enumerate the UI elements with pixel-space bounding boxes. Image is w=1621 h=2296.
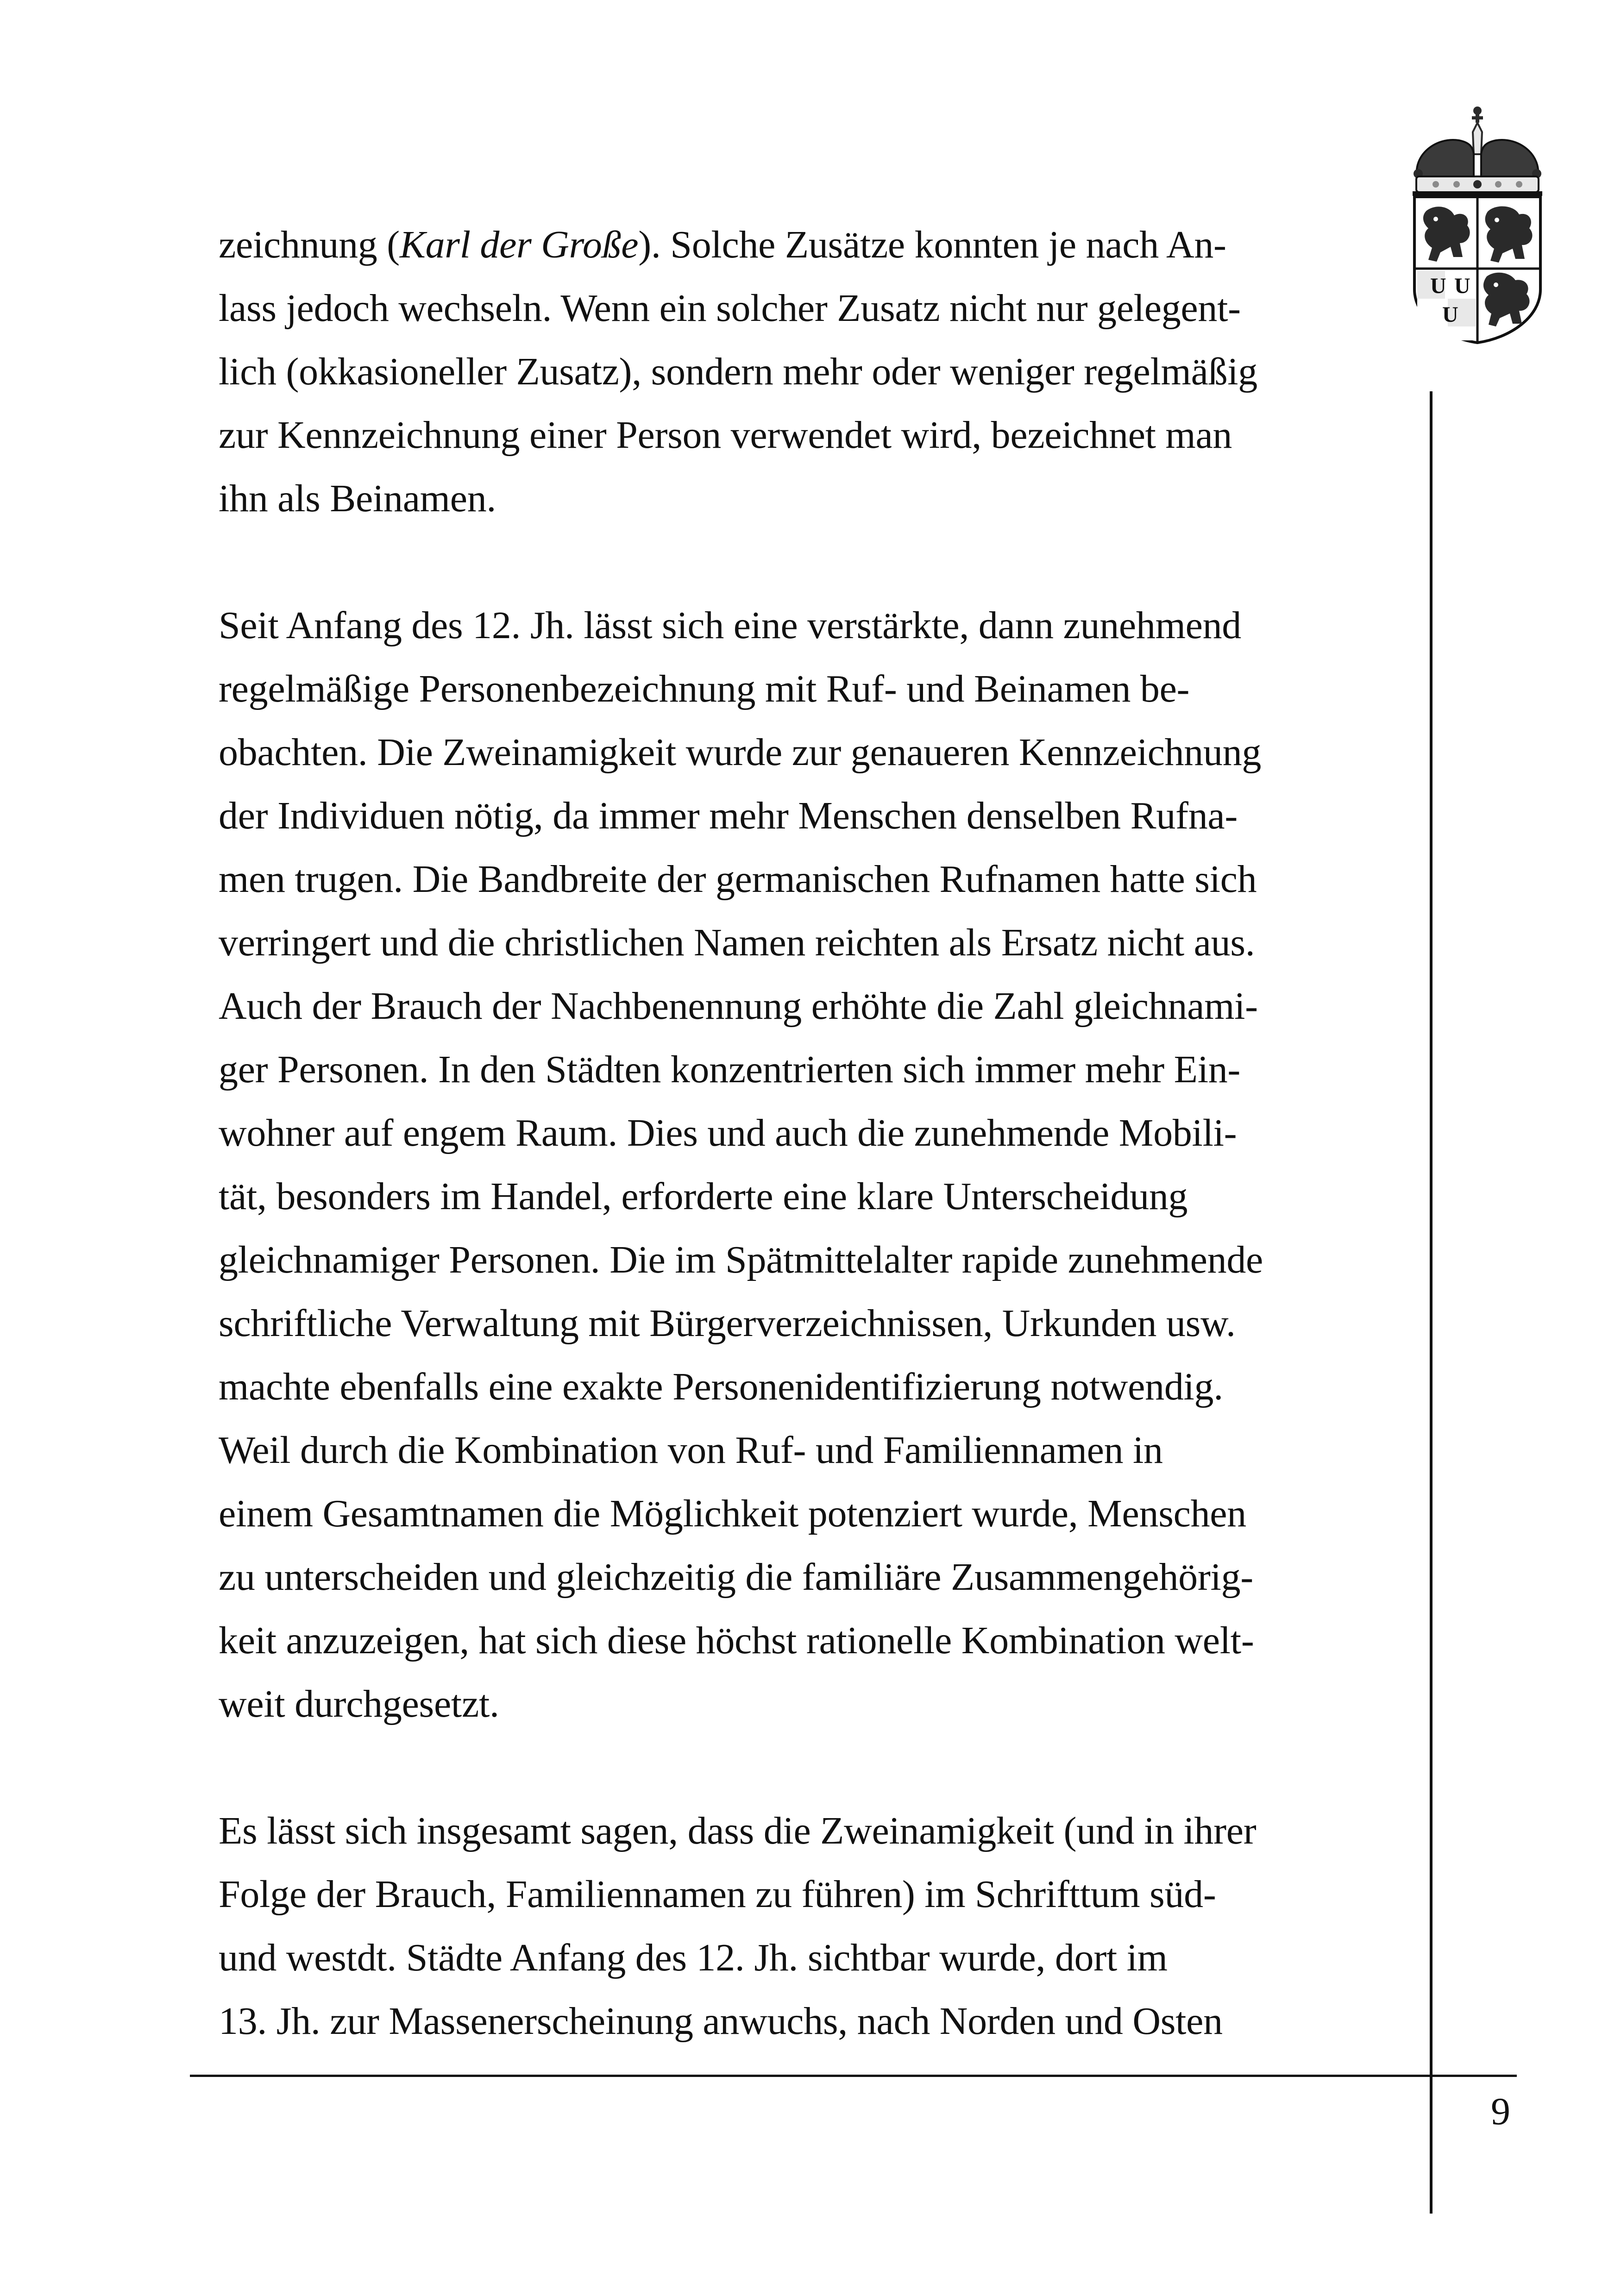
text-line: gleichnamiger Personen. Die im Spätmittelalter rapide zunehmende — [219, 1238, 1263, 1281]
italic-name: Karl der Große — [399, 223, 639, 266]
text-line: lass jedoch wechseln. Wenn ein solcher Zusatz nicht nur gelegent- — [219, 287, 1241, 330]
text-line: einem Gesamtnamen die Möglichkeit potenziert wurde, Menschen — [219, 1492, 1246, 1535]
page-number: 9 — [1491, 2090, 1510, 2133]
paragraph-gap — [219, 1736, 1404, 1799]
text-line: 13. Jh. zur Massenerscheinung anwuchs, nach Norden und Osten — [219, 2000, 1223, 2043]
text-line: der Individuen nötig, da immer mehr Menschen denselben Rufna- — [219, 794, 1238, 837]
paragraph-gap — [219, 530, 1404, 594]
text-line: tät, besonders im Handel, erforderte eine klare Unterscheidung — [219, 1175, 1188, 1218]
text-line: Auch der Brauch der Nachbenennung erhöhte die Zahl gleichnami- — [219, 985, 1258, 1028]
text-line: zur Kennzeichnung einer Person verwendet wird, bezeichnet man — [219, 414, 1232, 457]
text-line: men trugen. Die Bandbreite der germanischen Rufnamen hatte sich — [219, 858, 1257, 901]
text-line: keit anzuzeigen, hat sich diese höchst rationelle Kombination welt- — [219, 1619, 1254, 1662]
text-line: ger Personen. In den Städten konzentrierten sich immer mehr Ein- — [219, 1048, 1241, 1091]
crown-icon — [1413, 107, 1542, 196]
text-line: regelmäßige Personenbezeichnung mit Ruf- und Beinamen be- — [219, 667, 1190, 710]
text-run: ). Solche Zusätze konnten je nach An- — [638, 223, 1226, 266]
paragraph-2 — [219, 594, 1404, 1736]
text-line: schriftliche Verwaltung mit Bürgerverzeichnissen, Urkunden usw. — [219, 1302, 1236, 1345]
footer-rule — [190, 2075, 1517, 2077]
coat-of-arms-icon — [1408, 104, 1547, 345]
text-line: Seit Anfang des 12. Jh. lässt sich eine verstärkte, dann zunehmend — [219, 604, 1242, 647]
text-line: lich (okkasioneller Zusatz), sondern mehr oder weniger regelmäßig — [219, 350, 1258, 393]
text-line: zu unterscheiden und gleichzeitig die familiäre Zusammengehörig- — [219, 1556, 1253, 1599]
text-line: Es lässt sich insgesamt sagen, dass die Zweinamigkeit (und in ihrer — [219, 1809, 1257, 1852]
text-run: zeichnung ( — [219, 223, 400, 266]
text-line: Folge der Brauch, Familiennamen zu führen) im Schrifttum süd- — [219, 1873, 1216, 1916]
svg-text:U: U — [1430, 274, 1446, 298]
text-line: Weil durch die Kombination von Ruf- und Familiennamen in — [219, 1429, 1163, 1472]
text-line: ihn als Beinamen. — [219, 477, 496, 520]
text-line: weit durchgesetzt. — [219, 1682, 499, 1725]
svg-text:U: U — [1442, 302, 1458, 327]
shield-icon — [1414, 197, 1540, 343]
text-line: obachten. Die Zweinamigkeit wurde zur genaueren Kennzeichnung — [219, 731, 1262, 774]
text-line: verringert und die christlichen Namen reichten als Ersatz nicht aus. — [219, 921, 1255, 964]
text-line: machte ebenfalls eine exakte Personenidentifizierung notwendig. — [219, 1365, 1223, 1408]
text-line: und westdt. Städte Anfang des 12. Jh. sichtbar wurde, dort im — [219, 1936, 1168, 1979]
svg-text:U: U — [1454, 274, 1470, 298]
vertical-rule — [1430, 391, 1433, 2214]
body-text — [219, 213, 1404, 2053]
paragraph-3 — [219, 1799, 1404, 2053]
text-line: wohner auf engem Raum. Dies und auch die zunehmende Mobili- — [219, 1111, 1237, 1154]
text-line — [219, 213, 1404, 276]
paragraph-1 — [219, 213, 1404, 530]
